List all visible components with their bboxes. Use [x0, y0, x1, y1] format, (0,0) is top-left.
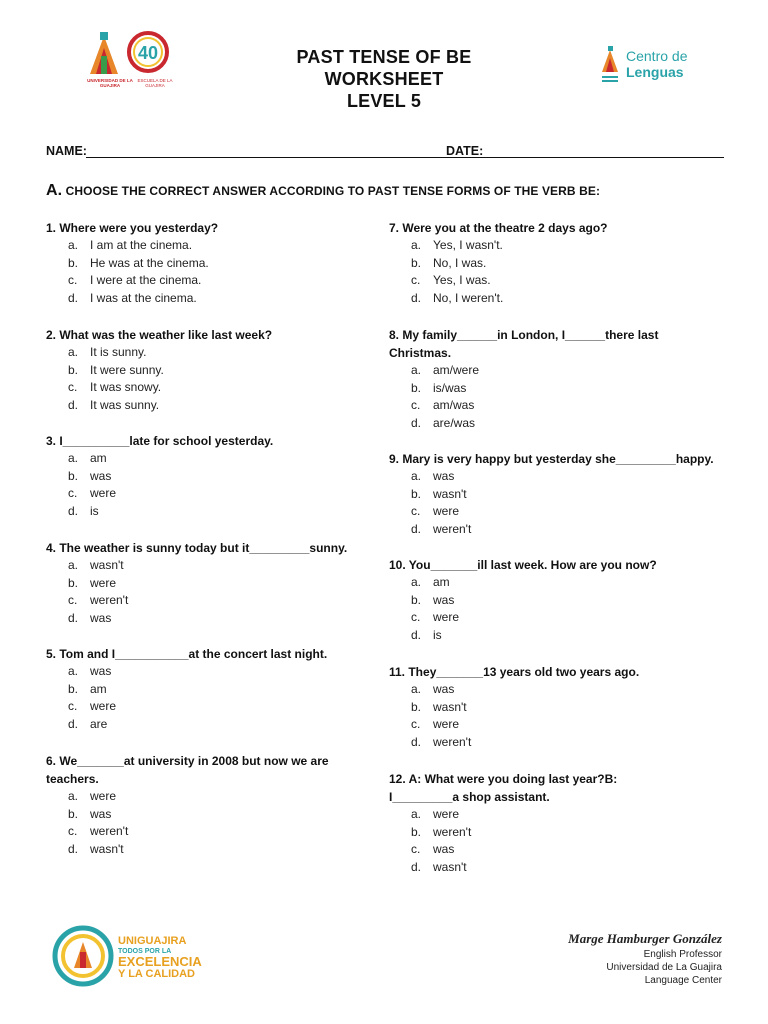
option-letter: b. — [68, 362, 79, 377]
option-letter: b. — [411, 824, 422, 839]
option-text: am — [90, 681, 107, 696]
option-letter: d. — [411, 415, 422, 430]
option-letter: d. — [68, 610, 79, 625]
answer-option[interactable] — [46, 272, 366, 290]
answer-option[interactable] — [46, 788, 346, 806]
option-text: was — [433, 469, 455, 483]
option-letter: c. — [411, 610, 421, 625]
question-5 — [46, 645, 366, 733]
answer-option[interactable] — [389, 521, 729, 539]
question-10 — [389, 556, 729, 644]
option-text: is — [433, 627, 442, 642]
option-letter: c. — [411, 842, 421, 857]
answer-option[interactable] — [389, 237, 709, 255]
name-label: NAME: — [46, 144, 87, 158]
option-letter: c. — [411, 504, 421, 519]
section-heading — [46, 182, 600, 200]
option-text: wasn't — [433, 859, 467, 874]
question-11 — [389, 663, 729, 751]
professor-department: Language Center — [644, 975, 722, 986]
answer-option[interactable] — [46, 610, 366, 628]
option-text: was — [433, 592, 455, 607]
question-stem: 3. I__________late for school yesterday. — [46, 434, 274, 448]
option-letter: d. — [411, 290, 422, 305]
option-text: It was snowy. — [90, 380, 162, 395]
answer-option[interactable] — [389, 397, 679, 415]
question-stem: 5. Tom and I___________at the concert last night. — [46, 647, 328, 661]
uniguajira-tagline-3: Y LA CALIDAD — [118, 968, 195, 980]
option-text: was — [90, 468, 112, 483]
option-text: am/was — [433, 398, 475, 413]
answer-option[interactable] — [389, 841, 619, 859]
option-letter: b. — [68, 681, 79, 696]
option-letter: a. — [411, 807, 422, 821]
answer-option[interactable] — [46, 255, 366, 273]
question-stem: 4. The weather is sunny today but it_________sunny. — [46, 541, 348, 555]
answer-option[interactable] — [389, 380, 679, 398]
option-text: is/was — [433, 380, 467, 395]
date-field[interactable] — [481, 157, 724, 158]
option-text: weren't — [433, 521, 472, 536]
answer-option[interactable] — [46, 592, 366, 610]
option-letter: d. — [411, 521, 422, 536]
option-text: Yes, I was. — [433, 273, 491, 288]
question-6 — [46, 752, 346, 858]
option-letter: b. — [68, 575, 79, 590]
title-line-1: PAST TENSE OF BE — [296, 47, 472, 67]
option-letter: a. — [411, 469, 422, 483]
option-letter: a. — [68, 238, 79, 252]
option-text: wasn't — [90, 558, 124, 572]
option-text: It is sunny. — [90, 345, 147, 359]
question-stem: 1. Where were you yesterday? — [46, 221, 219, 235]
option-text: were — [90, 486, 117, 501]
question-1 — [46, 219, 366, 307]
option-letter: a. — [68, 451, 79, 465]
option-letter: c. — [68, 593, 78, 608]
answer-option[interactable] — [46, 575, 366, 593]
option-text: wasn't — [433, 486, 467, 501]
professor-name: Marge Hamburger González — [568, 931, 722, 946]
answer-option[interactable] — [389, 716, 729, 734]
option-text: were — [90, 789, 117, 803]
question-9 — [389, 450, 729, 538]
question-2 — [46, 326, 366, 414]
option-letter: a. — [68, 789, 79, 803]
question-8 — [389, 326, 679, 432]
answer-option[interactable] — [46, 290, 366, 308]
option-letter: b. — [68, 468, 79, 483]
answer-option[interactable] — [46, 379, 366, 397]
uniguajira-wordmark: UNIGUAJIRA — [118, 935, 187, 947]
answer-option[interactable] — [46, 468, 366, 486]
option-letter: c. — [68, 273, 78, 288]
option-text: was — [90, 664, 112, 678]
professor-role: English Professor — [643, 949, 722, 960]
question-7 — [389, 219, 709, 307]
answer-option[interactable] — [389, 592, 729, 610]
language-center-line2: Lenguas — [626, 64, 684, 80]
name-date-row — [46, 142, 726, 160]
option-letter: b. — [411, 380, 422, 395]
answer-option[interactable] — [389, 415, 679, 433]
option-text: I was at the cinema. — [90, 290, 197, 305]
option-letter: d. — [411, 627, 422, 642]
language-center-line1: Centro de — [626, 48, 688, 64]
option-text: weren't — [433, 734, 472, 749]
option-letter: d. — [68, 841, 79, 856]
professor-organization: Universidad de La Guajira — [606, 962, 722, 973]
option-text: No, I was. — [433, 255, 487, 270]
option-text: were — [90, 575, 117, 590]
option-letter: b. — [411, 699, 422, 714]
option-letter: d. — [411, 859, 422, 874]
option-text: am — [433, 575, 450, 589]
option-text: am — [90, 451, 107, 465]
answer-option[interactable] — [46, 450, 366, 468]
option-text: was — [433, 842, 455, 857]
answer-option[interactable] — [389, 609, 729, 627]
answer-option[interactable] — [389, 503, 729, 521]
question-stem: 11. They_______13 years old two years ago. — [389, 665, 640, 679]
option-letter: d. — [68, 290, 79, 305]
answer-option[interactable] — [46, 362, 366, 380]
answer-option[interactable] — [389, 468, 729, 486]
question-stem: 7. Were you at the theatre 2 days ago? — [389, 221, 608, 235]
signature-block — [568, 930, 722, 987]
answer-option[interactable] — [46, 397, 366, 415]
question-stem: 6. We_______at university in 2008 but now we are teachers. — [46, 754, 332, 786]
option-letter: a. — [411, 682, 422, 696]
option-text: I am at the cinema. — [90, 238, 193, 252]
answer-option[interactable] — [46, 503, 366, 521]
option-letter: c. — [411, 717, 421, 732]
uniguajira-tagline-1: TODOS POR LA — [118, 948, 172, 955]
answer-option[interactable] — [46, 344, 366, 362]
question-4 — [46, 539, 366, 627]
answer-option[interactable] — [46, 823, 346, 841]
question-stem: 8. My family______in London, I______there last Christmas. — [389, 328, 662, 360]
answer-option[interactable] — [46, 557, 366, 575]
option-text: is — [90, 503, 99, 518]
option-letter: b. — [411, 486, 422, 501]
option-text: are/was — [433, 415, 476, 430]
option-text: am/were — [433, 363, 480, 377]
option-letter: b. — [68, 255, 79, 270]
option-text: weren't — [433, 824, 472, 839]
uniguajira-logo — [52, 922, 212, 992]
answer-option[interactable] — [389, 486, 729, 504]
option-text: weren't — [90, 593, 129, 608]
question-stem: 2. What was the weather like last week? — [46, 328, 273, 342]
language-center-logo — [600, 42, 710, 90]
option-text: was — [90, 610, 112, 625]
title-line-3: LEVEL 5 — [346, 91, 422, 111]
answer-option[interactable] — [46, 841, 346, 859]
answer-option[interactable] — [389, 272, 709, 290]
answer-option[interactable] — [389, 627, 729, 645]
answer-option[interactable] — [46, 681, 366, 699]
answer-option[interactable] — [389, 699, 729, 717]
option-text: I were at the cinema. — [90, 273, 202, 288]
answer-option[interactable] — [389, 362, 679, 380]
option-letter: a. — [68, 664, 79, 678]
answer-option[interactable] — [46, 698, 366, 716]
option-text: were — [90, 699, 117, 714]
section-letter: A. — [46, 182, 63, 199]
question-3 — [46, 432, 366, 520]
university-name: UNIVERSIDAD DE LA GUAJIRA — [87, 78, 133, 88]
option-letter: a. — [411, 238, 422, 252]
answer-option[interactable] — [389, 734, 729, 752]
question-12 — [389, 770, 619, 876]
question-stem: 10. You_______ill last week. How are you now? — [389, 558, 657, 572]
question-stem: 9. Mary is very happy but yesterday she_________happy. — [389, 452, 714, 466]
answer-option[interactable] — [389, 290, 709, 308]
option-text: wasn't — [433, 699, 467, 714]
option-text: were — [433, 807, 460, 821]
option-text: are — [90, 716, 108, 731]
answer-option[interactable] — [46, 716, 366, 734]
option-letter: c. — [68, 699, 78, 714]
option-letter: d. — [68, 503, 79, 518]
option-letter: a. — [411, 363, 422, 377]
question-stem: 12. A: What were you doing last year?B: I_________a shop assistant. — [389, 772, 621, 804]
anniversary-number: 40 — [137, 43, 159, 63]
option-text: No, I weren't. — [433, 290, 504, 305]
option-letter: a. — [68, 558, 79, 572]
option-text: It was sunny. — [90, 397, 160, 412]
date-label: DATE: — [446, 144, 484, 158]
title-line-2: WORKSHEET — [324, 69, 444, 89]
option-text: was — [90, 806, 112, 821]
anniversary-tagline: ESCUELA DE LA GUAJIRA — [137, 78, 173, 88]
uniguajira-tagline-2: EXCELENCIA — [118, 954, 202, 969]
option-text: It were sunny. — [90, 362, 164, 377]
answer-option[interactable] — [389, 681, 729, 699]
answer-option[interactable] — [389, 255, 709, 273]
name-field[interactable] — [86, 157, 490, 158]
option-letter: c. — [68, 486, 78, 501]
option-letter: c. — [411, 273, 421, 288]
answer-option[interactable] — [46, 237, 366, 255]
option-letter: b. — [68, 806, 79, 821]
answer-option[interactable] — [46, 663, 366, 681]
option-text: was — [433, 682, 455, 696]
option-letter: d. — [68, 397, 79, 412]
section-instruction: CHOOSE THE CORRECT ANSWER ACCORDING TO PAST TENSE FORMS OF THE VERB BE: — [65, 184, 601, 198]
option-text: wasn't — [90, 841, 124, 856]
answer-option[interactable] — [389, 574, 729, 592]
option-letter: a. — [411, 575, 422, 589]
answer-option[interactable] — [46, 806, 346, 824]
option-letter: c. — [68, 824, 78, 839]
answer-option[interactable] — [389, 806, 619, 824]
answer-option[interactable] — [389, 859, 619, 877]
option-letter: d. — [411, 734, 422, 749]
option-letter: b. — [411, 255, 422, 270]
option-text: He was at the cinema. — [90, 255, 209, 270]
option-text: were — [433, 504, 460, 519]
option-text: Yes, I wasn't. — [433, 238, 503, 252]
option-text: were — [433, 610, 460, 625]
option-letter: c. — [411, 398, 421, 413]
option-letter: a. — [68, 345, 79, 359]
option-text: weren't — [90, 824, 129, 839]
answer-option[interactable] — [389, 824, 619, 842]
option-text: were — [433, 717, 460, 732]
option-letter: d. — [68, 716, 79, 731]
option-letter: b. — [411, 592, 422, 607]
option-letter: c. — [68, 380, 78, 395]
answer-option[interactable] — [46, 485, 366, 503]
